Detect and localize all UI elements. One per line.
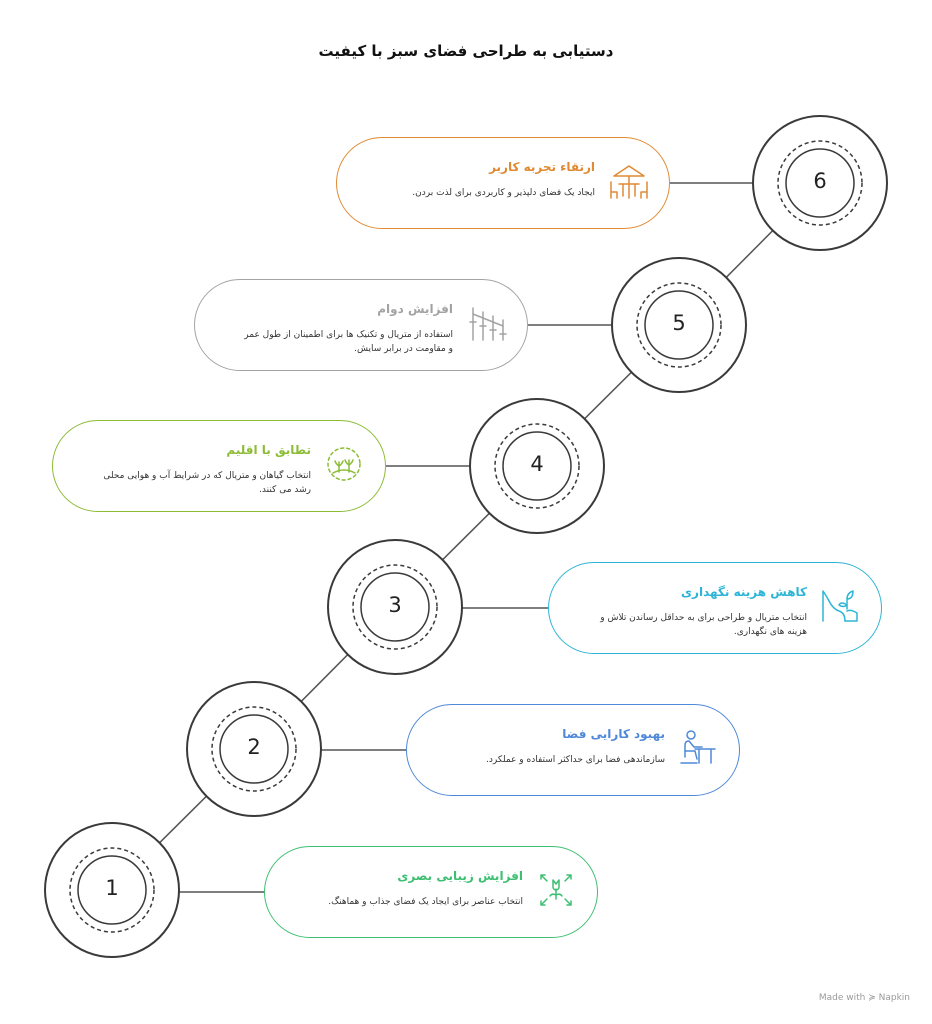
posts-icon <box>467 304 507 348</box>
step-number-3: 3 <box>388 593 402 617</box>
step-card-4 <box>52 420 386 512</box>
sun-plant-icon <box>325 445 365 489</box>
step-description: سازماندهی فضا برای حداکثر استفاده و عملکرد. <box>486 755 665 765</box>
step-title: افزایش دوام <box>377 302 453 316</box>
umbrella-table-icon <box>609 162 649 206</box>
planter-icon <box>821 587 861 631</box>
step-title: تطابق با اقلیم <box>226 443 311 457</box>
step-card-5 <box>194 279 528 371</box>
step-title: بهبود کارایی فضا <box>562 727 665 741</box>
step-number-6: 6 <box>813 169 827 193</box>
step-title: افزایش زیبایی بصری <box>397 869 523 883</box>
step-number-1: 1 <box>105 876 119 900</box>
step-card-2 <box>406 704 740 796</box>
step-number-5: 5 <box>672 311 686 335</box>
connector-line <box>160 796 207 843</box>
connector-line <box>443 513 490 560</box>
connector-line <box>585 372 632 419</box>
step-card-1 <box>264 846 598 938</box>
step-card-6 <box>336 137 670 229</box>
diagram-title: دستیابی به طراحی فضای سبز با کیفیت <box>318 42 614 60</box>
step-description: انتخاب متریال و طراحی برای به حداقل رساندن تلاش و هزینه های نگهداری. <box>600 613 807 637</box>
step-description: استفاده از متریال و تکنیک ها برای اطمینان از طول عمر و مقاومت در برابر سایش. <box>244 330 453 354</box>
connector-line <box>301 655 348 702</box>
step-number-2: 2 <box>247 735 261 759</box>
connector-line <box>726 231 773 278</box>
step-card-3 <box>548 562 882 654</box>
step-title: کاهش هزینه نگهداری <box>681 585 807 599</box>
step-description: انتخاب عناصر برای ایجاد یک فضای جذاب و هماهنگ. <box>328 897 523 907</box>
step-description: ایجاد یک فضای دلپذیر و کاربردی برای لذت بردن. <box>412 188 595 198</box>
person-at-desk-icon <box>679 729 719 773</box>
step-title: ارتقاء تجربه کاربر <box>489 160 595 174</box>
napkin-footer: Made with ≽ Napkin <box>818 993 910 1003</box>
step-number-4: 4 <box>530 452 544 476</box>
step-description: انتخاب گیاهان و متریال که در شرایط آب و هوایی محلی رشد می کنند. <box>103 471 311 495</box>
flower-arrows-icon <box>537 871 577 915</box>
